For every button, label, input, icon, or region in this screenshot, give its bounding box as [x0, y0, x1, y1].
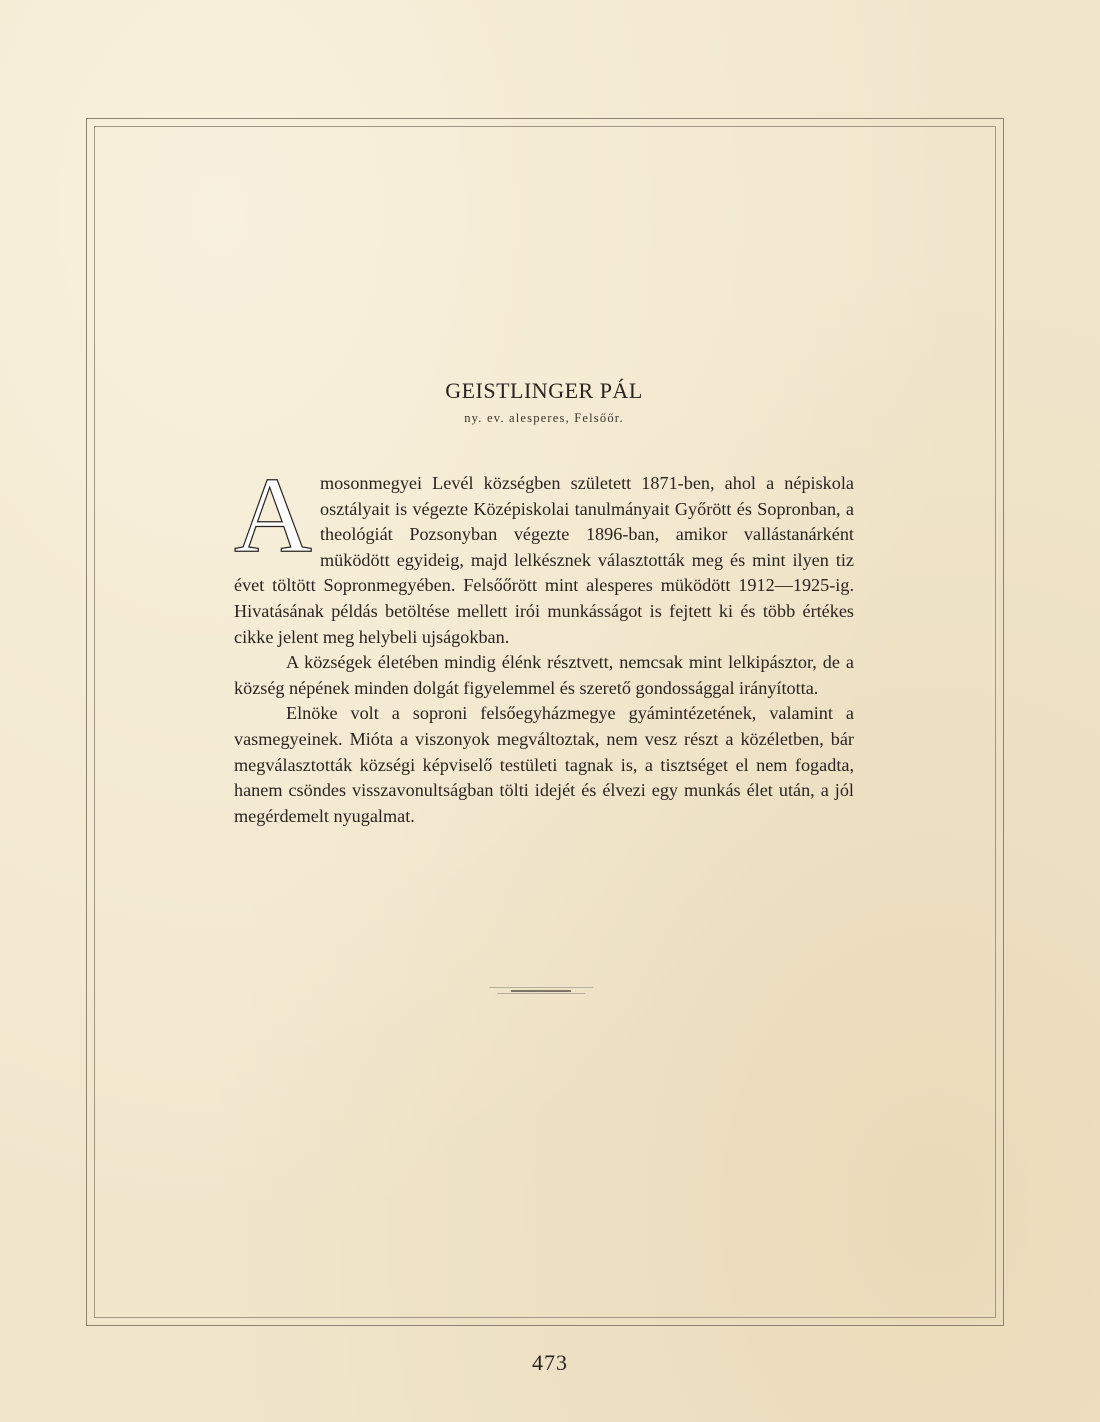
page-number: 473	[532, 1350, 568, 1375]
article	[234, 376, 854, 829]
article-title: GEISTLINGER PÁL	[445, 378, 643, 403]
section-end-ornament	[489, 984, 593, 996]
drop-cap: A	[234, 456, 312, 575]
paragraph-3: Elnöke volt a soproni felsőegyházmegye gyámintézetének, valamint a vasmegyeinek. Mióta a viszonyok megváltoztak, nem vesz részt a közéletben, bár megválasztották községi képviselő testületi tagnak is, a tisztséget el nem fogadta, hanem csöndes visszavonultságban tölti idejét és élvezi egy munkás élet után, a jól megérdemelt nyugalmat.	[234, 703, 854, 826]
article-body	[234, 456, 854, 829]
paragraph-1	[234, 456, 854, 650]
paragraph-1-text: mosonmegyei Levél községben született 1871-ben, ahol a népiskola osztályait is végezte Középiskolai tanulmányait Győrött és Sopronban, a theológiát Pozsonyban végezte 1896-ban, amikor vallástanárként müködött egyideig, majd lelkésznek választották meg és mint ilyen tiz évet töltött Sopronmegyében. Felsőőrött mint alesperes müködött 1912—1925-ig. Hivatásának példás betöltése mellett irói munkásságot is fejtett ki és több értékes cikke jelent meg helybeli ujságokban.	[234, 473, 854, 647]
article-subtitle: ny. ev. alesperes, Felsőőr.	[464, 411, 624, 425]
paragraph-2: A községek életében mindig élénk résztvett, nemcsak mint lelkipásztor, de a község népének minden dolgát figyelemmel és szerető gondossággal irányította.	[234, 652, 854, 698]
